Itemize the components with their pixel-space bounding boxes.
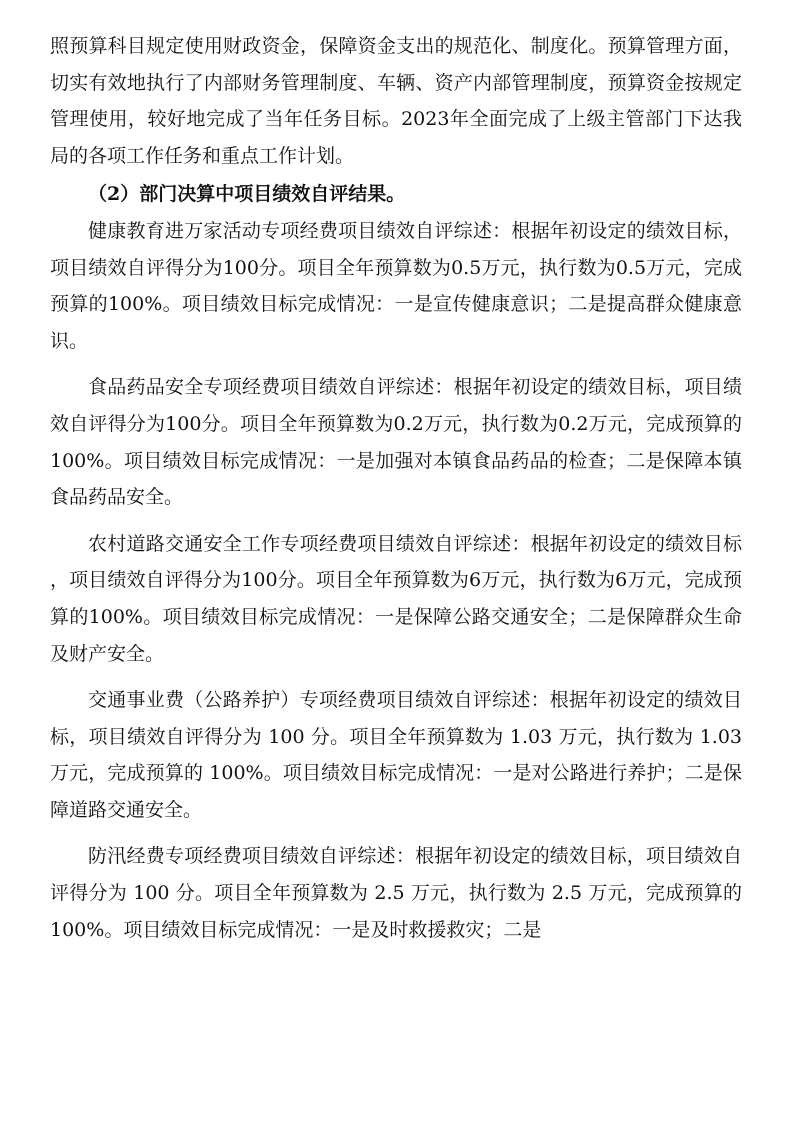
- paragraph-road-maintenance: 交通事业费（公路养护）专项经费项目绩效自评综述：根据年初设定的绩效目标，项目绩效自评得分为 100 分。项目全年预算数为 1.03 万元，执行数为 1.03 万元，完成预算的 100%。项目绩效目标完成情况：一是对公路进行养护；二是保障道路交通安全。: [50, 689, 742, 821]
- paragraph-budget-management: 照预算科目规定使用财政资金，保障资金支出的规范化、制度化。预算管理方面，切实有效地执行了内部财务管理制度、车辆、资产内部管理制度，预算资金按规定管理使用，较好地完成了当年任务目标。2023年全面完成了上级主管部门下达我局的各项工作任务和重点工作计划。: [50, 35, 742, 167]
- paragraph-rural-road-safety: 农村道路交通安全工作专项经费项目绩效自评综述：根据年初设定的绩效目标，项目绩效自评得分为100分。项目全年预算数为6万元，执行数为6万元，完成预算的100%。项目绩效目标完成情况：一是保障公路交通安全；二是保障群众生命及财产安全。: [50, 532, 742, 665]
- paragraph-flood-control: 防汛经费专项经费项目绩效自评综述：根据年初设定的绩效目标，项目绩效自评得分为 100 分。项目全年预算数为 2.5 万元，执行数为 2.5 万元，完成预算的 100%。项目绩效目标完成情况：一是及时救援救灾；二是: [50, 845, 742, 941]
- paragraph-health-education: 健康教育进万家活动专项经费项目绩效自评综述：根据年初设定的绩效目标，项目绩效自评得分为100分。项目全年预算数为0.5万元，执行数为0.5万元，完成预算的100%。项目绩效目标完成情况：一是宣传健康意识；二是提高群众健康意识。: [50, 219, 742, 352]
- paragraph-food-drug-safety: 食品药品安全专项经费项目绩效自评综述：根据年初设定的绩效目标，项目绩效自评得分为100分。项目全年预算数为0.2万元，执行数为0.2万元，完成预算的100%。项目绩效目标完成情况：一是加强对本镇食品药品的检查；二是保障本镇食品药品安全。: [50, 376, 742, 509]
- section-heading-project-performance: （2）部门决算中项目绩效自评结果。: [88, 183, 406, 206]
- document-body: [50, 28, 742, 948]
